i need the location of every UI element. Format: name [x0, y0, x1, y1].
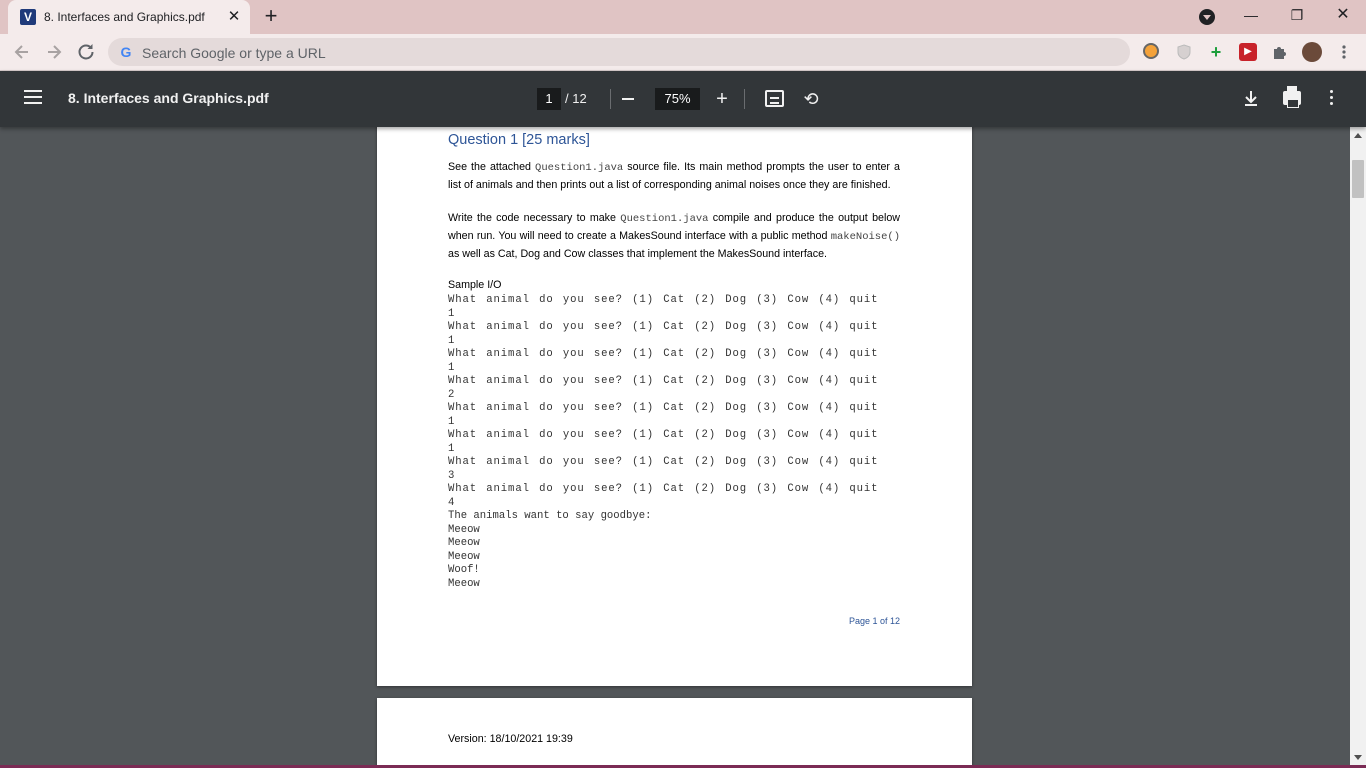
- tab-title: 8. Interfaces and Graphics.pdf: [44, 10, 205, 24]
- sample-io-line: What animal do you see? (1) Cat (2) Dog (3) Cow (4) quit: [448, 402, 879, 414]
- zoom-out-icon[interactable]: [622, 98, 634, 100]
- rotate-icon[interactable]: ⟲: [803, 89, 819, 109]
- tab-strip: [0, 0, 1366, 34]
- menu-icon[interactable]: [24, 90, 42, 104]
- sample-io-line: The animals want to say goodbye:: [448, 510, 652, 522]
- puzzle-icon[interactable]: [1271, 43, 1289, 61]
- fit-to-page-icon[interactable]: [765, 90, 784, 107]
- sample-io-line: 1: [448, 415, 455, 428]
- new-tab-button[interactable]: +: [264, 3, 278, 28]
- reload-icon[interactable]: [73, 39, 99, 65]
- sample-io-output: [448, 294, 878, 591]
- sample-io-line: Woof!: [448, 564, 480, 576]
- toolbar-divider: [744, 89, 745, 109]
- tab-favicon-icon: V: [20, 9, 36, 25]
- avatar[interactable]: [1302, 42, 1322, 62]
- media-extension-icon[interactable]: ▶: [1239, 43, 1257, 61]
- zoom-level-input[interactable]: 75%: [655, 88, 700, 110]
- sample-io-line: 1: [448, 334, 455, 347]
- sample-io-line: What animal do you see? (1) Cat (2) Dog (3) Cow (4) quit: [448, 294, 879, 306]
- instructions-paragraph: Write the code necessary to make Question1.java compile and produce the output below when run. You will need to create a MakesSound interface with a public method makeNoise() as well as Cat, Dog and Cow classes that implement the MakesSound interface.: [448, 212, 900, 260]
- pdf-toolbar: [0, 71, 1366, 127]
- sample-io-line: What animal do you see? (1) Cat (2) Dog (3) Cow (4) quit: [448, 456, 879, 468]
- maximize-button[interactable]: ❐: [1290, 7, 1304, 23]
- tab-close-icon[interactable]: ✕: [227, 8, 241, 25]
- minimize-button[interactable]: —: [1244, 7, 1258, 23]
- scrollbar-thumb[interactable]: [1352, 160, 1364, 198]
- sample-io-line: 4: [448, 496, 455, 509]
- vertical-scrollbar[interactable]: [1350, 127, 1366, 768]
- back-arrow-icon[interactable]: [9, 39, 35, 65]
- sample-io-line: What animal do you see? (1) Cat (2) Dog (3) Cow (4) quit: [448, 348, 879, 360]
- sample-io-line: Meeow: [448, 523, 480, 536]
- sample-io-line: Meeow: [448, 577, 480, 590]
- browser-menu-icon[interactable]: [1336, 43, 1352, 61]
- sample-io-line: What animal do you see? (1) Cat (2) Dog (3) Cow (4) quit: [448, 321, 879, 333]
- extension-badge-icon[interactable]: [1143, 43, 1159, 59]
- sample-io-line: Meeow: [448, 550, 480, 563]
- browser-toolbar: [0, 34, 1366, 71]
- scroll-up-arrow-icon[interactable]: [1354, 133, 1362, 138]
- tab-search-icon[interactable]: [1199, 9, 1215, 25]
- sample-io-line: 1: [448, 361, 455, 374]
- address-bar[interactable]: [108, 38, 1130, 66]
- sample-io-line: Meeow: [448, 537, 480, 549]
- sample-io-line: 1: [448, 307, 455, 320]
- intro-paragraph: See the attached Question1.java source file. Its main method prompts the user to enter a list of animals and then prints out a list of corresponding animal noises once they are finished.: [448, 161, 900, 191]
- sample-io-line: 2: [448, 388, 455, 401]
- close-window-button[interactable]: ✕: [1336, 6, 1350, 23]
- download-icon[interactable]: [1241, 88, 1261, 110]
- sample-io-line: 3: [448, 469, 455, 482]
- page-number-input[interactable]: 1: [537, 88, 561, 110]
- sample-io-label: Sample I/O: [448, 279, 502, 291]
- toolbar-divider: [610, 89, 611, 109]
- scroll-down-arrow-icon[interactable]: [1354, 755, 1362, 760]
- more-actions-icon[interactable]: [1330, 90, 1334, 106]
- sample-io-line: What animal do you see? (1) Cat (2) Dog (3) Cow (4) quit: [448, 375, 879, 387]
- pdf-page-1: [377, 127, 972, 686]
- page-total: / 12: [565, 91, 587, 106]
- pdf-title: 8. Interfaces and Graphics.pdf: [68, 90, 269, 106]
- browser-tab[interactable]: [8, 0, 250, 34]
- question-heading: Question 1 [25 marks]: [448, 132, 590, 148]
- sample-io-line: 1: [448, 442, 455, 455]
- print-icon[interactable]: [1283, 91, 1301, 105]
- version-stamp: Version: 18/10/2021 19:39: [448, 733, 573, 745]
- zoom-in-icon[interactable]: +: [716, 88, 728, 110]
- sample-io-line: What animal do you see? (1) Cat (2) Dog (3) Cow (4) quit: [448, 483, 879, 495]
- address-input[interactable]: Search Google or type a URL: [142, 45, 326, 61]
- plus-extension-icon[interactable]: +: [1210, 42, 1222, 62]
- page-footer: Page 1 of 12: [849, 616, 901, 626]
- forward-arrow-icon[interactable]: [41, 39, 67, 65]
- document-viewport[interactable]: [0, 127, 1350, 768]
- google-icon: G: [120, 44, 132, 60]
- shield-icon[interactable]: [1175, 43, 1193, 61]
- pdf-page-2: [377, 698, 972, 768]
- sample-io-line: What animal do you see? (1) Cat (2) Dog (3) Cow (4) quit: [448, 429, 879, 441]
